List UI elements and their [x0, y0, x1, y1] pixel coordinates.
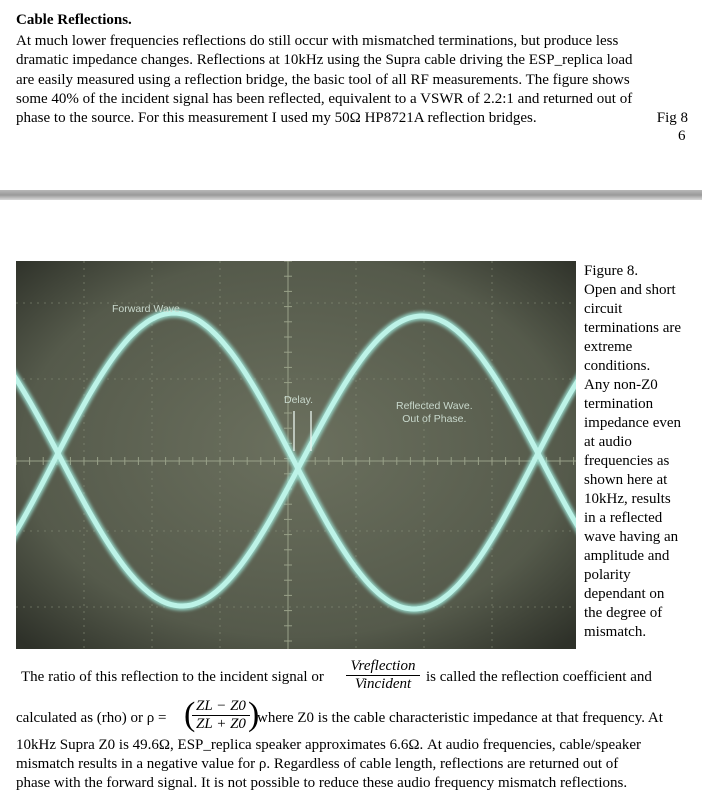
caption-line: polarity [584, 567, 631, 583]
delay-label: Delay. [284, 394, 313, 406]
caption-line: conditions. [584, 358, 651, 374]
ratio-text-before: The ratio of this reflection to the incident signal or [21, 669, 324, 685]
caption-line: Any non-Z0 [584, 377, 658, 393]
closing-paragraph [16, 736, 696, 793]
forward-wave-label: Forward Wave. [112, 303, 183, 315]
oscilloscope-screen [16, 261, 576, 649]
caption-line: terminations are [584, 320, 682, 336]
caption-line: the degree of [584, 605, 663, 621]
page-divider [0, 190, 702, 200]
paragraph-line-last [16, 109, 688, 128]
paragraph-line: dramatic impedance changes. Reflections at 10kHz using the Supra cable driving the ESP_replica load [16, 52, 633, 69]
caption-line: in a reflected [584, 510, 663, 526]
caption-line: circuit [584, 301, 623, 317]
page-number: 6 [678, 128, 686, 144]
caption-line: extreme [584, 339, 633, 355]
caption-line: impedance even [584, 415, 682, 431]
paragraph-line: At much lower frequencies reflections do still occur with mismatched terminations, but produce less [16, 33, 619, 49]
caption-line: frequencies as [584, 453, 670, 469]
caption-line: dependant on [584, 586, 665, 602]
fraction-denominator: Vincident [354, 676, 412, 692]
reflected-wave-label-line: Out of Phase. [402, 413, 467, 425]
caption-line: at audio [584, 434, 632, 450]
fraction-numerator: ZL − Z0 [192, 698, 250, 716]
caption-line: termination [584, 396, 654, 412]
fraction-numerator: Vreflection [346, 658, 420, 676]
caption-line: Figure 8. [584, 263, 639, 279]
caption-line: 10kHz, results [584, 491, 671, 507]
paragraph-line: mismatch results in a negative value for ρ. Regardless of cable length, reflections are returned out of [16, 756, 619, 772]
paragraph-line: some 40% of the incident signal has been reflected, equivalent to a VSWR of 2.2:1 and returned out of [16, 90, 633, 107]
rho-text-before: calculated as (rho) or ρ = [16, 710, 167, 726]
fraction-denominator: ZL + Z0 [196, 716, 246, 732]
caption-line: amplitude and [584, 548, 670, 564]
reflected-wave-label [396, 400, 473, 426]
intro-paragraph [16, 32, 688, 128]
figure-caption [584, 262, 696, 642]
figure-reference: Fig 8 [656, 110, 688, 127]
ratio-text-after: is called the reflection coefficient and [426, 669, 652, 685]
left-paren: ( [184, 696, 196, 733]
caption-lines [584, 262, 696, 642]
paragraph-line: 10kHz Supra Z0 is 49.6Ω, ESP_replica speaker approximates 6.6Ω. At audio frequencies, cable/speaker [16, 737, 642, 753]
rho-fraction [192, 698, 250, 733]
oscilloscope-photo [16, 261, 576, 649]
section-heading: Cable Reflections. [16, 12, 132, 28]
paragraph-line: are easily measured using a reflection bridge, the basic tool of all RF measurements. The figure shows [16, 71, 630, 88]
ratio-fraction [346, 658, 420, 693]
caption-line: wave having an [584, 529, 679, 545]
right-paren: ) [248, 696, 260, 733]
caption-line: Open and short [584, 282, 676, 298]
paragraph-line: phase with the forward signal. It is not possible to reduce these audio frequency mismatch reflections. [16, 775, 628, 791]
reflected-wave-label-line: Reflected Wave. [396, 400, 473, 412]
rho-text-after: where Z0 is the cable characteristic impedance at that frequency. At [257, 710, 663, 726]
paragraph-line: phase to the source. For this measurement I used my 50Ω HP8721A reflection bridges. [16, 110, 537, 127]
caption-line: mismatch. [584, 624, 647, 640]
caption-line: shown here at [584, 472, 668, 488]
